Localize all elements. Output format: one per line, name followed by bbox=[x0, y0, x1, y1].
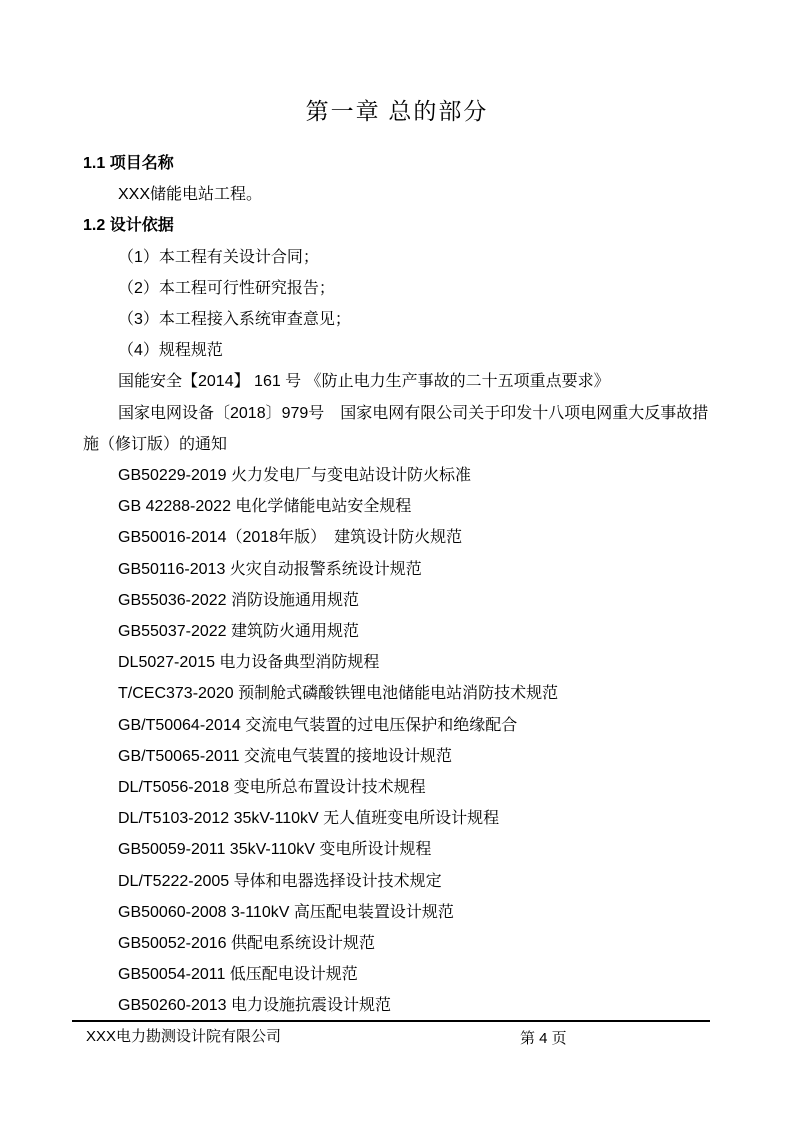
reference-line: 国能安全【2014】 161 号 《防止电力生产事故的二十五项重点要求》 bbox=[118, 373, 610, 391]
reference-line: GB50060-2008 3-110kV 高压配电装置设计规范 bbox=[118, 903, 454, 921]
reference-line: DL/T5222-2005 导体和电器选择设计技术规定 bbox=[118, 872, 442, 890]
reference-line: GB/T50064-2014 交流电气装置的过电压保护和绝缘配合 bbox=[118, 716, 518, 734]
reference-line: GB/T50065-2011 交流电气装置的接地设计规范 bbox=[118, 747, 453, 765]
reference-line: GB50229-2019 火力发电厂与变电站设计防火标准 bbox=[118, 467, 471, 485]
page-footer bbox=[72, 1020, 710, 1047]
reference-paragraph: 国家电网设备〔2018〕979号 国家电网有限公司关于印发十八项电网重大反事故措施（修订版）的通知 bbox=[83, 404, 709, 453]
reference-line: DL5027-2015 电力设备典型消防规程 bbox=[118, 654, 380, 672]
chapter-title: 第一章 总的部分 bbox=[305, 99, 489, 124]
project-name-text: XXX储能电站工程。 bbox=[118, 186, 263, 204]
reference-line: DL/T5103-2012 35kV-110kV 无人值班变电所设计规程 bbox=[118, 810, 500, 828]
reference-line: T/CEC373-2020 预制舱式磷酸铁锂电池储能电站消防技术规范 bbox=[118, 685, 559, 703]
reference-line: GB50116-2013 火灾自动报警系统设计规范 bbox=[118, 560, 422, 578]
reference-line: GB50052-2016 供配电系统设计规范 bbox=[118, 935, 375, 953]
document-body bbox=[83, 0, 711, 1022]
footer-company-name: XXX电力勘测设计院有限公司 bbox=[86, 1028, 282, 1045]
reference-line: GB50016-2014（2018年版） 建筑设计防火规范 bbox=[118, 529, 463, 547]
design-basis-item: （4）规程规范 bbox=[118, 342, 223, 360]
design-basis-item: （1）本工程有关设计合同； bbox=[118, 248, 319, 266]
reference-line: GB50260-2013 电力设施抗震设计规范 bbox=[118, 997, 391, 1015]
design-basis-item: （3）本工程接入系统审查意见； bbox=[118, 311, 351, 329]
reference-line: GB55036-2022 消防设施通用规范 bbox=[118, 591, 359, 609]
footer-page-number: 第 4 页 bbox=[520, 1030, 567, 1047]
reference-line: GB 42288-2022 电化学储能电站安全规程 bbox=[118, 498, 412, 516]
reference-line: DL/T5056-2018 变电所总布置设计技术规程 bbox=[118, 779, 426, 797]
section-heading-1-2: 1.2 设计依据 bbox=[83, 217, 174, 235]
reference-line: GB50059-2011 35kV-110kV 变电所设计规程 bbox=[118, 841, 432, 859]
reference-line: GB55037-2022 建筑防火通用规范 bbox=[118, 623, 359, 641]
section-heading-1-1: 1.1 项目名称 bbox=[83, 155, 174, 172]
design-basis-item: （2）本工程可行性研究报告； bbox=[118, 279, 335, 297]
reference-line: GB50054-2011 低压配电设计规范 bbox=[118, 966, 358, 984]
